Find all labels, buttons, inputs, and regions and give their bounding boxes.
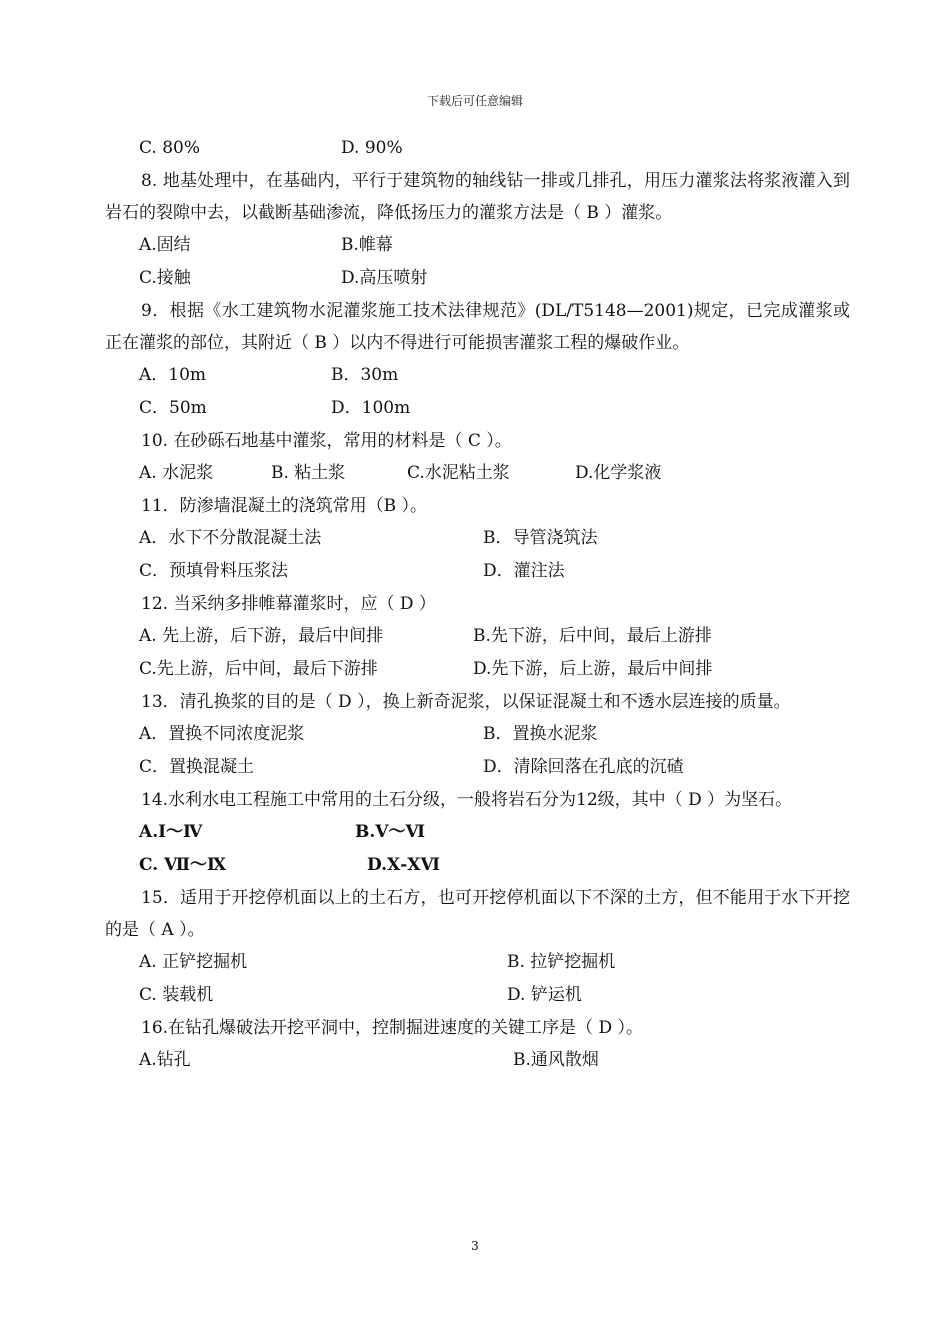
q15-option-b: B. 拉铲挖掘机 [507,952,616,972]
q8-option-c: C.接触 [139,268,191,288]
q8-options-row-1 [105,229,850,262]
q11-option-c: C．预填骨料压浆法 [139,561,289,581]
q15-option-a: A. 正铲挖掘机 [139,952,248,972]
page-number: 3 [471,1239,479,1253]
q11-option-a: A．水下不分散混凝土法 [139,528,322,548]
q7-options-row [105,132,850,165]
q14-options-row-2 [105,849,850,882]
q10-question: 10. 在砂砾石地基中灌浆，常用的材料是（ C ）。 [141,431,512,451]
q15-option-c: C. 装载机 [139,985,214,1005]
q13-option-c: C．置换混凝土 [139,757,255,777]
q10-option-b: B. 粘土浆 [271,463,346,483]
q14-option-b: B.Ⅴ～Ⅵ [355,822,426,842]
q11-option-b: B．导管浇筑法 [483,528,598,548]
q9-option-c: C．50m [139,398,207,418]
q15-options-row-2 [105,979,850,1012]
q11-options-row-1 [105,522,850,555]
q14-option-a: A.Ⅰ～Ⅳ [139,822,203,842]
q10-option-c: C.水泥粘土浆 [407,463,510,483]
q7-option-d: D. 90% [341,138,403,158]
q10-options-row [105,457,850,490]
q13-option-a: A．置换不同浓度泥浆 [139,724,305,744]
q8-options-row-2 [105,262,850,295]
q15-options-row-1 [105,946,850,979]
q13-option-b: B．置换水泥浆 [483,724,598,744]
q16-options-row-1 [105,1044,850,1077]
q12-options-row-2 [105,653,850,686]
q12-option-d: D.先下游，后上游，最后中间排 [473,659,713,679]
q16-question: 16.在钻孔爆破法开挖平洞中，控制掘进速度的关键工序是（ D ）。 [141,1018,643,1038]
page-header: 下载后可任意编辑 [426,94,523,108]
q13-options-row-2 [105,751,850,784]
q8-option-a: A.固结 [139,235,191,255]
document-body [105,132,850,1077]
q14-option-d: D.Ⅹ-ⅩⅥ [367,855,441,875]
q9-option-b: B．30m [331,365,399,385]
q12-options-row-1 [105,620,850,653]
q9-question: 9．根据《水工建筑物水泥灌浆施工技术法律规范》(DL/T5148—2001)规定，已完成灌浆或正在灌浆的部位，其附近（ B ）以内不得进行可能损害灌浆工程的爆破作业。 [105,301,850,353]
q8-option-d: D.高压喷射 [341,268,428,288]
q16-option-a: A.钻孔 [139,1050,191,1070]
q12-option-b: B.先下游，后中间，最后上游排 [473,626,712,646]
q8-option-b: B.帷幕 [341,235,393,255]
q9-options-row-1 [105,359,850,392]
q16-option-b: B.通风散烟 [513,1050,599,1070]
q14-options-row-1 [105,816,850,849]
q10-option-a: A. 水泥浆 [139,463,214,483]
q11-options-row-2 [105,555,850,588]
q15-option-d: D. 铲运机 [507,985,582,1005]
q13-options-row-1 [105,718,850,751]
q15-question: 15．适用于开挖停机面以上的土石方，也可开挖停机面以下不深的土方，但不能用于水下开挖的是（ A ）。 [105,888,850,940]
q8-question: 8. 地基处理中，在基础内，平行于建筑物的轴线钻一排或几排孔，用压力灌浆法将浆液灌入到岩石的裂隙中去，以截断基础渗流，降低扬压力的灌浆方法是（ B ）灌浆。 [105,171,850,223]
q12-option-c: C.先上游，后中间，最后下游排 [139,659,378,679]
q12-question: 12. 当采纳多排帷幕灌浆时，应（ D ） [141,594,436,614]
q13-question: 13．清孔换浆的目的是（ D ），换上新奇泥浆，以保证混凝土和不透水层连接的质量。 [141,692,791,712]
q14-option-c: C. Ⅶ～Ⅸ [139,855,227,875]
q9-options-row-2 [105,392,850,425]
q11-question: 11．防渗墙混凝土的浇筑常用（B ）。 [141,496,428,516]
q7-option-c: C. 80% [139,138,200,158]
q12-option-a: A. 先上游，后下游，最后中间排 [139,626,384,646]
q11-option-d: D．灌注法 [483,561,565,581]
q9-option-a: A．10m [139,365,207,385]
q10-option-d: D.化学浆液 [575,463,662,483]
q14-question: 14.水利水电工程施工中常用的土石分级，一般将岩石分为12级，其中（ D ）为坚石。 [141,790,793,810]
q13-option-d: D．清除回落在孔底的沉碴 [483,757,684,777]
q9-option-d: D．100m [331,398,411,418]
